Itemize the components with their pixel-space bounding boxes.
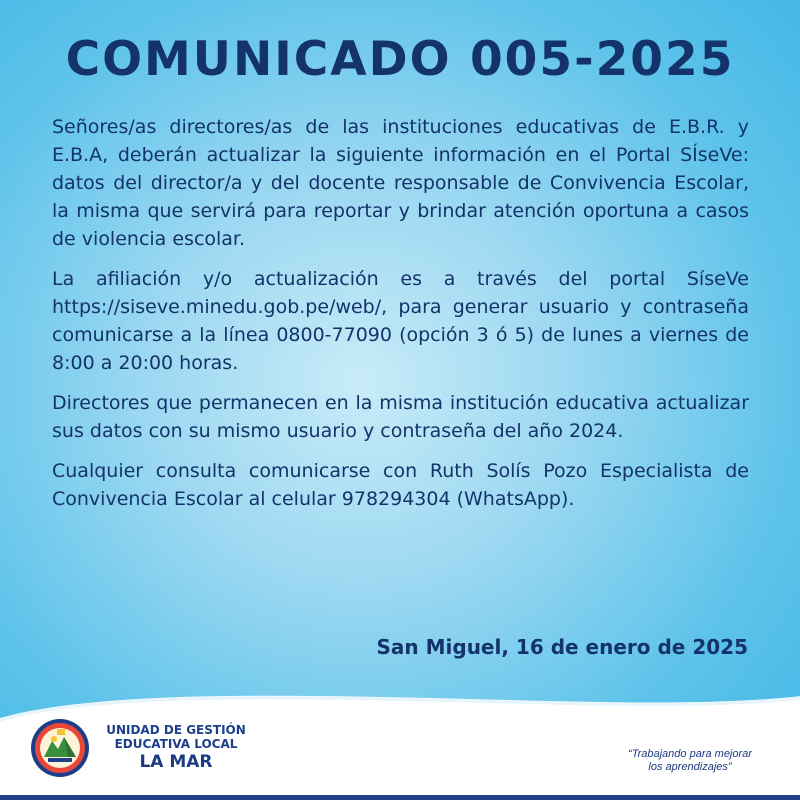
org-name-line2: EDUCATIVA LOCAL xyxy=(114,737,238,751)
slogan-line2: los aprendizajes” xyxy=(648,761,732,773)
ugel-seal-icon xyxy=(30,717,90,779)
paragraph-directors-notice: Señores/as directores/as de las instituciones educativas de E.B.R. y E.B.A, deberán actualizar la siguiente información en el Portal SÍseVe: datos del director/a y del docente responsable de Convivencia Escolar, la misma que servirá para reportar y brindar atención oportuna a casos de violencia escolar. xyxy=(52,116,749,250)
paragraph-affiliation: La afiliación y/o actualización es a través del portal SíseVe https://siseve.minedu.gob.pe/web/, para generar usuario y contraseña comunicarse a la línea 0800-77090 (opción 3 ó 5) de lunes a viernes de 8:00 a 20:00 horas. xyxy=(52,268,749,374)
date-line: San Miguel, 16 de enero de 2025 xyxy=(376,635,748,659)
footer-bar xyxy=(0,795,800,800)
slogan-line1: “Trabajando para mejorar xyxy=(628,748,752,760)
org-name-line1: UNIDAD DE GESTIÓN xyxy=(106,723,246,737)
communique-body xyxy=(52,113,749,525)
slogan xyxy=(590,748,790,774)
org-name xyxy=(96,723,256,773)
page-title: COMUNICADO 005-2025 xyxy=(65,32,735,87)
paragraph-contact: Cualquier consulta comunicarse con Ruth Solís Pozo Especialista de Convivencia Escolar al celular 978294304 (WhatsApp). xyxy=(52,460,749,510)
paragraph-existing-directors: Directores que permanecen en la misma institución educativa actualizar sus datos con su mismo usuario y contraseña del año 2024. xyxy=(52,392,749,442)
org-name-line3: LA MAR xyxy=(139,752,213,772)
